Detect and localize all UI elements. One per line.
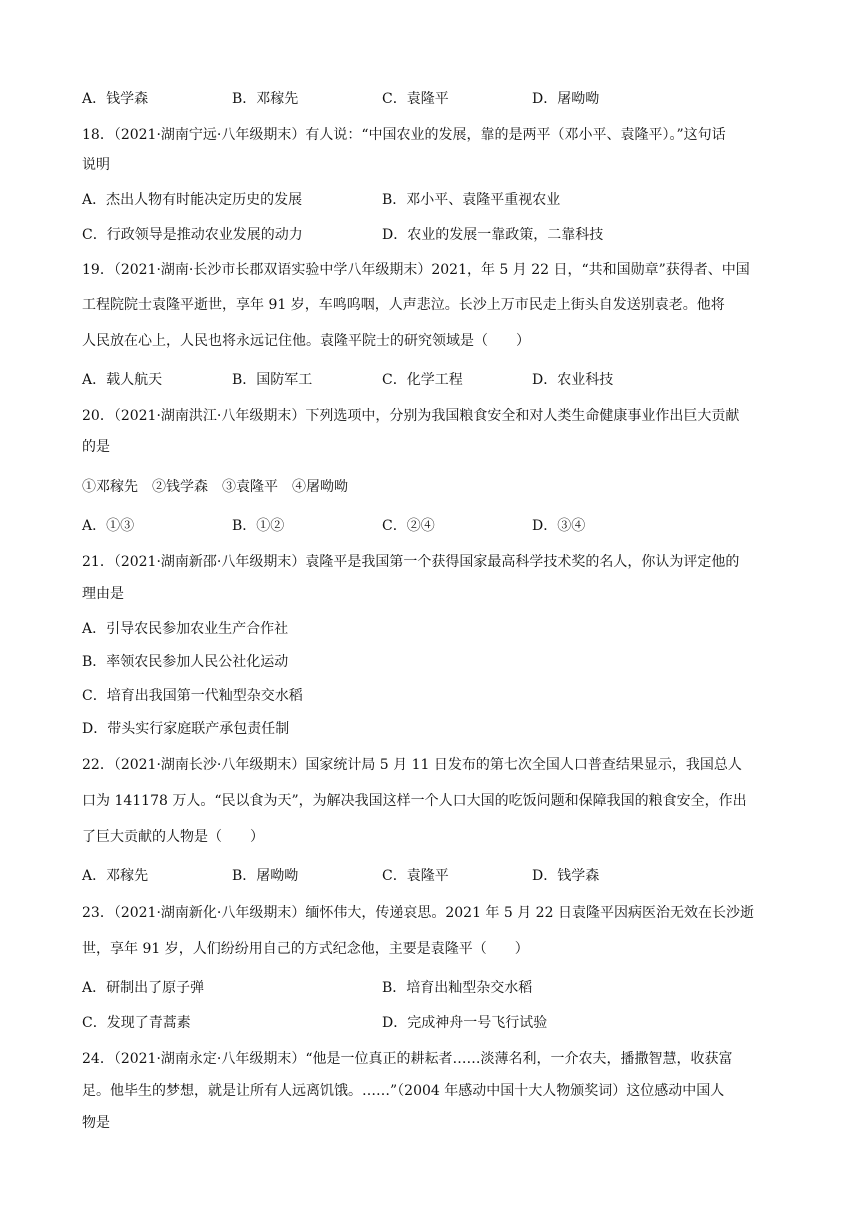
q22-option-c[interactable]: C．袁隆平 bbox=[382, 868, 449, 884]
q20-stem-line2: 的是 bbox=[82, 439, 110, 455]
q24-stem-line3: 物是 bbox=[82, 1115, 110, 1131]
q18-options-row2 bbox=[82, 225, 782, 245]
q19-option-b[interactable]: B．国防军工 bbox=[232, 372, 313, 388]
q21-stem-line1: 21．（2021·湖南新邵·八年级期末）袁隆平是我国第一个获得国家最高科学技术奖的名人，你认为评定他的 bbox=[82, 554, 740, 570]
q19-stem-line2: 工程院院士袁隆平逝世，享年 91 岁，车鸣呜咽，人声悲泣。长沙上万市民走上街头自发送别袁老。他将 bbox=[82, 297, 725, 313]
q23-option-a[interactable]: A．研制出了原子弹 bbox=[82, 980, 205, 996]
q20-option-b[interactable]: B．①② bbox=[232, 518, 285, 534]
q19-option-d[interactable]: D．农业科技 bbox=[532, 372, 614, 388]
q19-stem-line1: 19．（2021·湖南·长沙市长郡双语实验中学八年级期末）2021，年 5 月 22 日，“共和国勋章”获得者、中国 bbox=[82, 262, 750, 278]
q20-option-a[interactable]: A．①③ bbox=[82, 518, 135, 534]
q18-option-c[interactable]: C．行政领导是推动农业发展的动力 bbox=[82, 227, 303, 243]
q20-stem-line1: 20．（2021·湖南洪江·八年级期末）下列选项中，分别为我国粮食安全和对人类生命健康事业作出巨大贡献 bbox=[82, 408, 740, 424]
q23-stem-line1: 23．（2021·湖南新化·八年级期末）缅怀伟大，传递哀思。2021 年 5 月 22 日袁隆平因病医治无效在长沙逝 bbox=[82, 905, 754, 921]
q21-option-a[interactable]: A．引导农民参加农业生产合作社 bbox=[82, 621, 289, 637]
q19-option-a[interactable]: A．载人航天 bbox=[82, 372, 163, 388]
q23-option-c[interactable]: C．发现了青蒿素 bbox=[82, 1015, 191, 1031]
q24-stem-line1: 24．（2021·湖南永定·八年级期末）“他是一位真正的耕耘者……淡薄名利，一介农夫，播撒智慧，收获富 bbox=[82, 1051, 733, 1067]
q22-options bbox=[82, 866, 782, 886]
q22-option-d[interactable]: D．钱学森 bbox=[532, 868, 600, 884]
q23-option-b[interactable]: B．培育出籼型杂交水稻 bbox=[382, 980, 533, 996]
q21-option-d[interactable]: D．带头实行家庭联产承包责任制 bbox=[82, 721, 290, 737]
q23-stem-line2: 世，享年 91 岁，人们纷纷用自己的方式纪念他，主要是袁隆平（ ） bbox=[82, 941, 529, 957]
q17-options bbox=[82, 89, 782, 109]
q24-stem-line2: 足。他毕生的梦想，就是让所有人远离饥饿。……”（2004 年感动中国十大人物颁奖词）这位感动中国人 bbox=[82, 1083, 725, 1099]
q23-option-d[interactable]: D．完成神舟一号飞行试验 bbox=[382, 1015, 548, 1031]
q17-option-a[interactable]: A．钱学森 bbox=[82, 91, 149, 107]
q22-option-a[interactable]: A．邓稼先 bbox=[82, 868, 149, 884]
q20-option-c[interactable]: C．②④ bbox=[382, 518, 435, 534]
q17-option-b[interactable]: B．邓稼先 bbox=[232, 91, 299, 107]
q19-option-c[interactable]: C．化学工程 bbox=[382, 372, 463, 388]
q19-options bbox=[82, 370, 782, 390]
q22-stem-line2: 口为 141178 万人。“民以食为天”，为解决我国这样一个人口大国的吃饭问题和保障我国的粮食安全，作出 bbox=[82, 793, 747, 809]
q17-option-c[interactable]: C．袁隆平 bbox=[382, 91, 449, 107]
q18-option-a[interactable]: A．杰出人物有时能决定历史的发展 bbox=[82, 192, 303, 208]
q21-option-c[interactable]: C．培育出我国第一代籼型杂交水稻 bbox=[82, 688, 303, 704]
q18-stem-line2: 说明 bbox=[82, 157, 110, 173]
q18-option-d[interactable]: D．农业的发展一靠政策，二靠科技 bbox=[382, 227, 604, 243]
q20-choices: ①邓稼先 ②钱学森 ③袁隆平 ④屠呦呦 bbox=[82, 479, 348, 495]
q22-option-b[interactable]: B．屠呦呦 bbox=[232, 868, 299, 884]
q19-stem-line3: 人民放在心上，人民也将永远记住他。袁隆平院士的研究领域是（ ） bbox=[82, 333, 530, 349]
q20-option-d[interactable]: D．③④ bbox=[532, 518, 586, 534]
q21-option-b[interactable]: B．率领农民参加人民公社化运动 bbox=[82, 654, 289, 670]
q18-stem-line1: 18．（2021·湖南宁远·八年级期末）有人说：“中国农业的发展，靠的是两平（邓小平、袁隆平）。”这句话 bbox=[82, 127, 726, 143]
q17-option-d[interactable]: D．屠呦呦 bbox=[532, 91, 600, 107]
q22-stem-line3: 了巨大贡献的人物是（ ） bbox=[82, 829, 264, 845]
q18-options-row1 bbox=[82, 190, 782, 210]
q23-options-row2 bbox=[82, 1013, 782, 1033]
q22-stem-line1: 22．（2021·湖南长沙·八年级期末）国家统计局 5 月 11 日发布的第七次全国人口普查结果显示，我国总人 bbox=[82, 757, 742, 773]
q23-options-row1 bbox=[82, 978, 782, 998]
q18-option-b[interactable]: B．邓小平、袁隆平重视农业 bbox=[382, 192, 561, 208]
q21-stem-line2: 理由是 bbox=[82, 586, 124, 602]
q20-options bbox=[82, 516, 782, 536]
